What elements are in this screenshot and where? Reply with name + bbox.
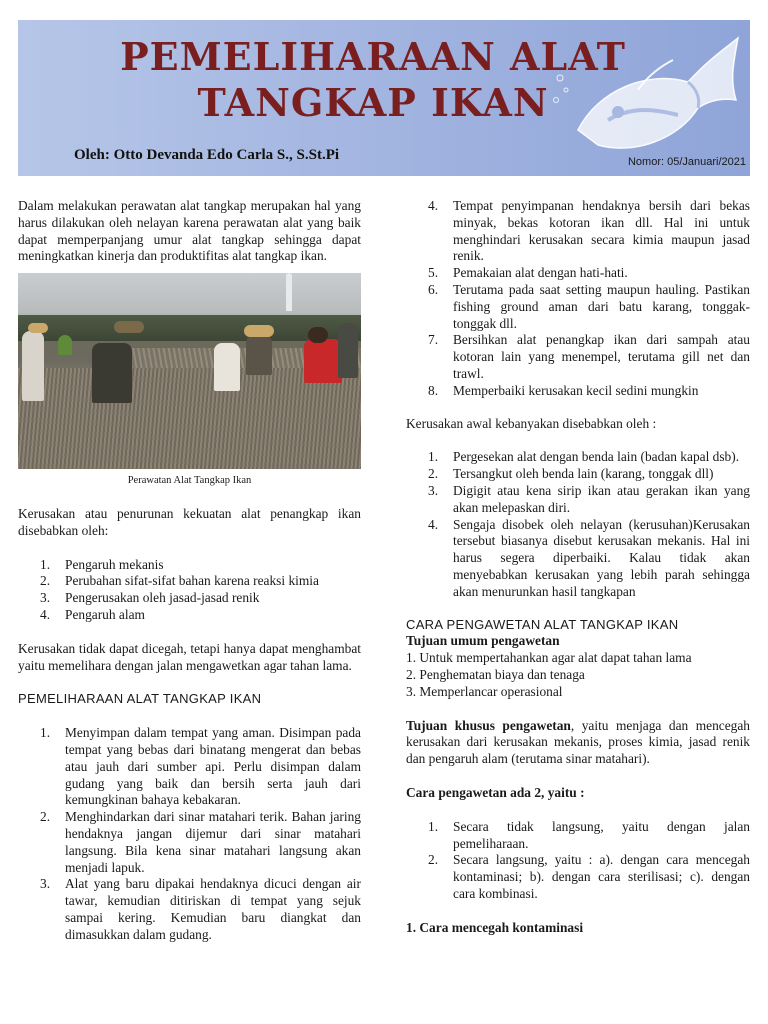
list-item: 2. Secara langsung, yaitu : a). dengan cara mencegah kontaminasi; b). dengan cara sterilisasi; c). dengan cara kombinasi. bbox=[428, 852, 750, 901]
list-item: 4. Tempat penyimpanan hendaknya bersih dari bekas minyak, bekas kotoran ikan dll. Hal ini untuk menghindari kerusakan secara kimia maupun jasad renik. bbox=[428, 198, 750, 264]
section-title-maintenance: PEMELIHARAAN ALAT TANGKAP IKAN bbox=[18, 691, 262, 707]
general-purpose-item: 1. Untuk mempertahankan agar alat dapat tahan lama bbox=[406, 650, 692, 666]
right-column bbox=[406, 198, 750, 936]
list-item: 1. Secara tidak langsung, yaitu dengan jalan pemeliharaan. bbox=[428, 818, 750, 851]
methods-heading: Cara pengawetan ada 2, yaitu : bbox=[406, 784, 585, 800]
fishermen-photo bbox=[18, 273, 361, 469]
left-column bbox=[18, 198, 361, 944]
damage-list bbox=[406, 449, 750, 600]
maintenance-list-left bbox=[18, 725, 361, 943]
list-item: 2. Menghindarkan dari sinar matahari terik. Bahan jaring hendaknya jangan dijemur dari sinar matahari langsung. Bila kena sinar matahari langsung akan menjadi lapuk. bbox=[40, 809, 361, 875]
list-item: 1. Menyimpan dalam tempat yang aman. Disimpan pada tempat yang bebas dari binatang mengerat dan bebas atau jauh dari sumber api. Perlu disimpan dalam gudang yang baik dan bersih serta jauh dari kemungkinan bahaya kebakaran. bbox=[40, 725, 361, 808]
list-item: 5. Pemakaian alat dengan hati-hati. bbox=[428, 265, 628, 281]
general-purpose-item: 2. Penghematan biaya dan tenaga bbox=[406, 666, 585, 682]
methods-list bbox=[406, 819, 750, 903]
subheading-contamination: 1. Cara mencegah kontaminasi bbox=[406, 919, 584, 935]
list-item: 3. Digigit atau kena sirip ikan atau gerakan ikan yang akan melepaskan diri. bbox=[428, 482, 750, 515]
list-item: 1. Pengaruh mekanis bbox=[40, 556, 164, 572]
specific-purpose-text: , yaitu menjaga dan mencegah kerusakan dari kerusakan mekanis, proses kimia, jasad renik dan pengaruh alam (terutama sinar matahari). bbox=[406, 717, 750, 767]
specific-purpose-paragraph bbox=[406, 718, 750, 768]
causes-list bbox=[18, 557, 361, 624]
list-item: 3. Pengerusakan oleh jasad-jasad renik bbox=[40, 590, 260, 606]
author-line: Oleh: Otto Devanda Edo Carla S., S.St.Pi bbox=[74, 147, 340, 163]
section-title-preservation: CARA PENGAWETAN ALAT TANGKAP IKAN bbox=[406, 616, 679, 632]
list-item: 6. Terutama pada saat setting maupun hauling. Pastikan fishing ground aman dari batu karang, tonggak-tonggak dll. bbox=[428, 281, 750, 331]
list-item: 8. Memperbaiki kerusakan kecil sedini mungkin bbox=[428, 382, 699, 398]
list-item: 4. Pengaruh alam bbox=[40, 606, 145, 622]
header-banner bbox=[18, 20, 750, 176]
document-number: Nomor: 05/Januari/2021 bbox=[627, 156, 746, 168]
damage-intro: Kerusakan awal kebanyakan disebabkan oleh : bbox=[406, 415, 657, 431]
page-title-line2: TANGKAP IKAN bbox=[197, 80, 549, 125]
list-item: 7. Bersihkan alat penangkap ikan dari sampah atau kotoran lain yang menempel, terutama gill net dan trawl. bbox=[428, 332, 750, 381]
prevent-paragraph: Kerusakan tidak dapat dicegah, tetapi hanya dapat menghambat yaitu memelihara dengan jalan mengawetkan agar tahan lama. bbox=[18, 640, 361, 673]
list-item: 2. Tersangkut oleh benda lain (karang, tonggak dll) bbox=[428, 466, 714, 482]
general-purpose-heading: Tujuan umum pengawetan bbox=[406, 633, 560, 649]
page-title-line1: PEMELIHARAAN ALAT bbox=[120, 34, 626, 79]
list-item: 2. Perubahan sifat-sifat bahan karena reaksi kimia bbox=[40, 573, 319, 589]
list-item: 4. Sengaja disobek oleh nelayan (kerusuhan)Kerusakan tersebut biasanya disebut kerusakan mekanis. Hal ini harus segera diperbaiki. Kalau tidak akan menyebabkan kerusakan yang lebih parah sehingga akan menurunkan hasil tangkapan bbox=[428, 516, 750, 599]
specific-purpose-label: Tujuan khusus pengawetan bbox=[406, 717, 571, 733]
list-item: 3. Alat yang baru dipakai hendaknya dicuci dengan air tawar, kemudian ditiriskan di tempat yang sejuk sampai kering. Kemudian baru diangkat dan dimasukkan dalam gudang. bbox=[40, 876, 361, 942]
causes-intro: Kerusakan atau penurunan kekuatan alat penangkap ikan disebabkan oleh: bbox=[18, 505, 361, 538]
general-purpose-item: 3. Memperlancar operasional bbox=[406, 683, 563, 699]
photo-caption: Perawatan Alat Tangkap Ikan bbox=[127, 475, 252, 487]
list-item: 1. Pergesekan alat dengan benda lain (badan kapal dsb). bbox=[428, 449, 740, 465]
maintenance-list-right bbox=[406, 198, 750, 400]
intro-paragraph: Dalam melakukan perawatan alat tangkap merupakan hal yang harus dilakukan oleh nelayan karena perawatan alat yang baik dapat memperpanjang umur alat tangkap sehingga dapat meningkatkan kinerja dan produktifitas alat tangkap ikan. bbox=[18, 198, 361, 264]
